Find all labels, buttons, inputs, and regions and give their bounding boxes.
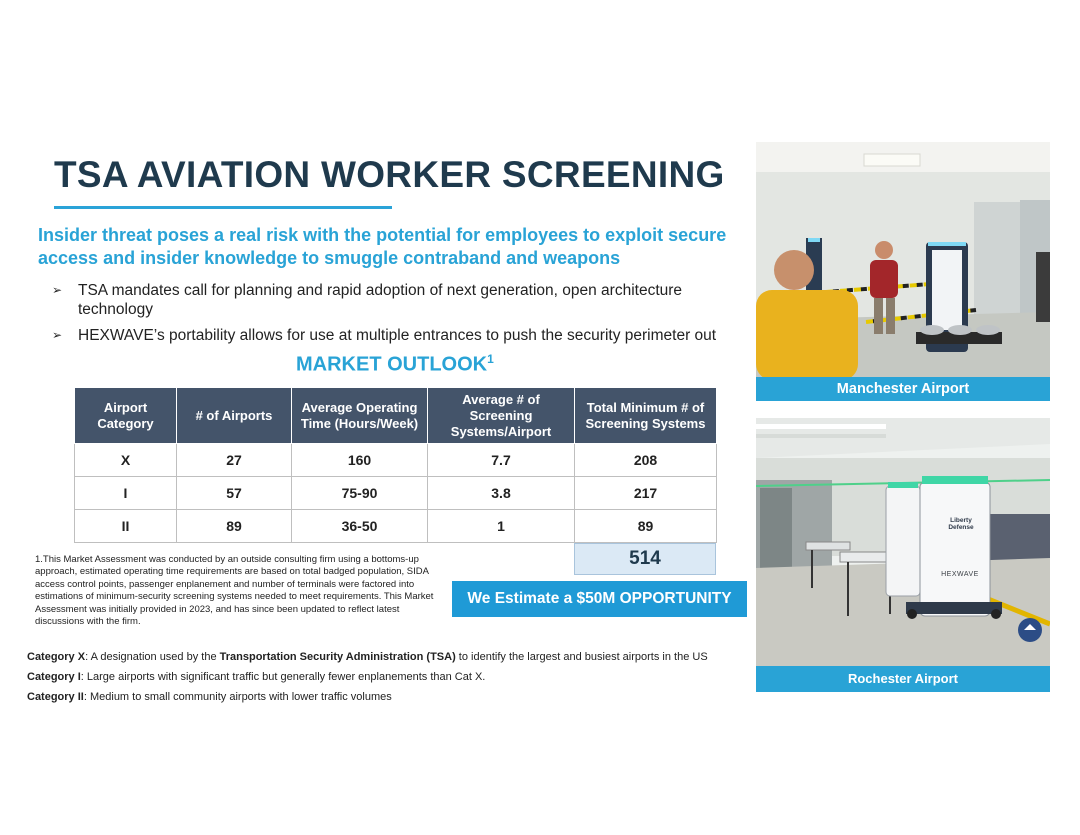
table-cell: X [75,444,177,477]
rochester-caption: Rochester Airport [756,666,1050,692]
table-cell: 89 [575,510,717,543]
definition-emphasis: Transportation Security Administration (TSA) [219,651,456,663]
definition-text: to identify the largest and busiest airports in the US [455,651,708,663]
market-outlook-label: MARKET OUTLOOK [296,353,488,376]
table-row [75,510,717,543]
liberty-logo: Liberty Defense [948,517,974,531]
column-header: Airport Category [75,388,177,444]
definition-cat-i [27,670,747,684]
definition-text: : A designation used by the [85,651,220,663]
bullet-list [52,281,742,352]
bullet-item [52,326,742,345]
definition-term: Category I [27,671,81,683]
column-header: Total Minimum # of Screening Systems [575,388,717,444]
definition-text: : Medium to small community airports with lower traffic volumes [83,691,392,703]
column-header: # of Airports [177,388,292,444]
market-outlook-heading [296,352,494,377]
arrow-bullet-icon: ➢ [52,328,63,342]
table-cell: 1 [428,510,575,543]
footnote-marker: 1 [487,352,494,366]
definition-cat-x [27,650,747,664]
manchester-airport-photo [756,142,1050,378]
table-header-row [75,388,717,444]
rochester-airport-photo [756,418,1050,666]
table-cell: II [75,510,177,543]
table-cell: 3.8 [428,477,575,510]
manchester-scene-illustration [756,142,1050,378]
definition-term: Category X [27,651,86,663]
table-cell: 36-50 [292,510,428,543]
table-cell: 7.7 [428,444,575,477]
table-row [75,477,717,510]
bullet-item [52,281,742,319]
table-cell: 208 [575,444,717,477]
definition-text: : Large airports with significant traffic but generally fewer enplanements than Cat X. [80,671,486,683]
column-header: Average # of Screening Systems/Airport [428,388,575,444]
arrow-bullet-icon: ➢ [52,283,63,297]
bullet-text: HEXWAVE’s portability allows for use at multiple entrances to push the security perimeter out [78,327,717,344]
total-systems-cell: 514 [574,543,716,575]
title-underline [54,206,392,209]
table-row [75,444,717,477]
table-cell: 217 [575,477,717,510]
rochester-scene-illustration [756,418,1050,666]
slide-title: TSA AVIATION WORKER SCREENING [54,154,725,195]
bullet-text: TSA mandates call for planning and rapid adoption of next generation, open architecture technology [78,282,683,318]
table-cell: 27 [177,444,292,477]
table-cell: 75-90 [292,477,428,510]
table-cell: 160 [292,444,428,477]
estimate-banner: We Estimate a $50M OPPORTUNITY [452,581,747,617]
category-definitions [27,650,747,710]
table-cell: I [75,477,177,510]
hexwave-brand-label: HEXWAVE [941,571,979,578]
definition-term: Category II [27,691,84,703]
market-table [74,387,717,543]
manchester-caption: Manchester Airport [756,377,1050,401]
column-header: Average Operating Time (Hours/Week) [292,388,428,444]
definition-cat-ii [27,690,747,704]
table-cell: 57 [177,477,292,510]
subtitle: Insider threat poses a real risk with the potential for employees to exploit secure access and insider knowledge to smuggle contraband and weapons [38,225,727,268]
footnote: 1.This Market Assessment was conducted by an outside consulting firm using a bottoms-up approach, estimated operating time requirements are based on total badged population, SIDA access control points, passenger enplanement and number of terminals were factored into estimations of minimum-security screening systems needed to meet requirements. This Market Assessment was initially provided in 2023, and has since been updated to reflect latest discussions with the firm. [35,554,434,628]
table-cell: 89 [177,510,292,543]
